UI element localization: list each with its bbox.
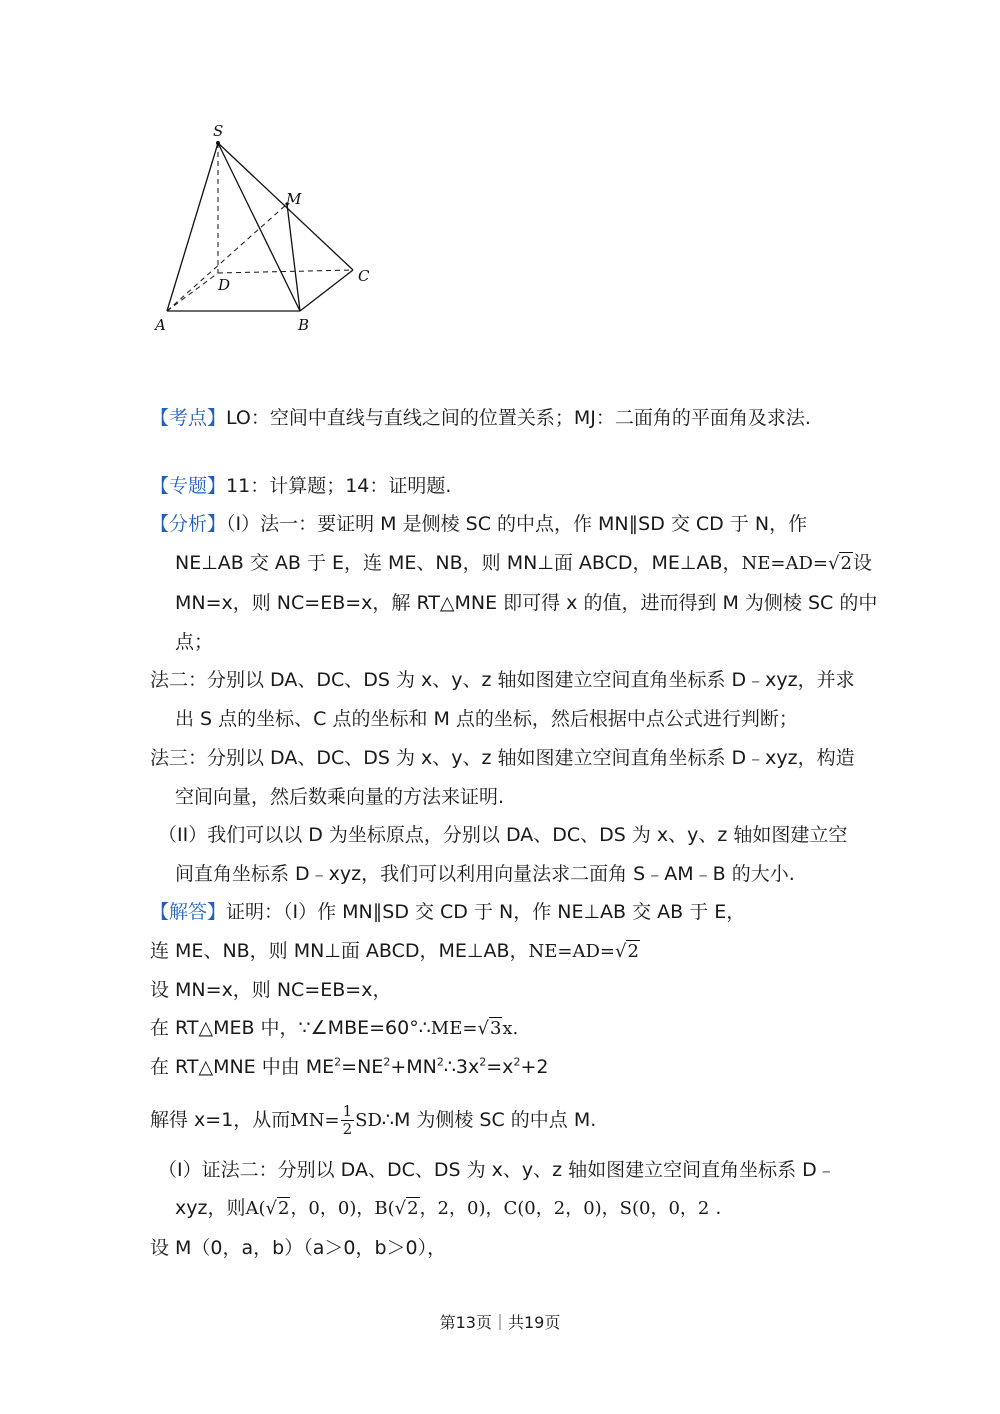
jieda-math-4: ME= xyxy=(430,1018,478,1039)
jieda-5f: +2 xyxy=(520,1056,549,1078)
fenxi-line-10: 间直角坐标系 D﹣xyz，我们可以利用向量法求二面角 S﹣AM﹣B 的大小. xyxy=(175,863,795,885)
edge-DC xyxy=(218,270,353,273)
sup-5: 2 xyxy=(513,1055,521,1069)
coord-A-rest: ，0，0)， xyxy=(290,1198,375,1219)
jieda-5b: =NE xyxy=(341,1056,384,1078)
jieda-math-sd: SD xyxy=(355,1110,382,1131)
jieda-text-4: 在 RT△MEB 中，∵∠MBE=60°∴ xyxy=(150,1017,431,1039)
kaodian-text: LO：空间中直线与直线之间的位置关系；MJ：二面角的平面角及求法. xyxy=(226,407,811,429)
jieda-text-1: 证明：（I）作 MN∥SD 交 CD 于 N，作 NE⊥AB 交 AB 于 E， xyxy=(226,901,746,923)
fenxi-line-6: 出 S 点的坐标、C 点的坐标和 M 点的坐标，然后根据中点公式进行判断； xyxy=(175,708,798,730)
fenxi-line-7: 法三：分别以 DA、DC、DS 为 x、y、z 轴如图建立空间直角坐标系 D﹣xyz，构造 xyxy=(150,747,855,769)
sup-3: 2 xyxy=(436,1055,444,1069)
zhuanti-line xyxy=(150,474,451,498)
jieda-math-4e: x. xyxy=(502,1018,519,1039)
fenxi-text-2: NE⊥AB 交 AB 于 E，连 ME、NB，则 MN⊥面 ABCD，ME⊥AB， xyxy=(175,552,742,574)
jieda-5e: =x xyxy=(486,1056,514,1078)
edge-MB xyxy=(287,204,300,311)
fenxi-line-8: 空间向量，然后数乘向量的方法来证明. xyxy=(175,786,505,808)
label-S: S xyxy=(213,122,224,140)
jieda-text-8end: . xyxy=(709,1197,722,1219)
coord-A-radicand: 2 xyxy=(277,1198,290,1219)
coord-B-rest: ，2，0)，C(0，2，0)，S(0，0，2 xyxy=(419,1198,710,1219)
jieda-line-2 xyxy=(150,939,640,964)
fenxi-line-2 xyxy=(175,551,872,576)
jieda-math-2: NE=AD= xyxy=(528,941,615,962)
sup-2: 2 xyxy=(383,1055,391,1069)
jieda-line-1 xyxy=(150,900,745,924)
label-M: M xyxy=(286,190,302,208)
jieda-text-2: 连 ME、NB，则 MN⊥面 ABCD，ME⊥AB， xyxy=(150,940,529,962)
jieda-line-3: 设 MN=x，则 NC=EB=x， xyxy=(150,979,392,1001)
jieda-line-9: 设 M（0，a，b）（a＞0，b＞0）， xyxy=(150,1237,447,1259)
fenxi-line-4: 点； xyxy=(175,631,214,653)
kaodian-tag: 【考点】 xyxy=(150,407,227,429)
jieda-math-6: MN= xyxy=(290,1110,340,1131)
edge-AM xyxy=(167,204,287,311)
fenxi-line-5: 法二：分别以 DA、DC、DS 为 x、y、z 轴如图建立空间直角坐标系 D﹣xyz，并求 xyxy=(150,669,855,691)
fenxi-math-2: NE=AD= xyxy=(741,553,828,574)
jieda-tag: 【解答】 xyxy=(150,901,227,923)
edge-AD xyxy=(167,273,218,311)
jieda-text-6a: 解得 x=1，从而 xyxy=(150,1109,291,1131)
sup-4: 2 xyxy=(479,1055,487,1069)
fenxi-text-1: （I）法一：要证明 M 是侧棱 SC 的中点，作 MN∥SD 交 CD 于 N，作 xyxy=(226,513,808,535)
jieda-line-7: （I）证法二：分别以 DA、DC、DS 为 x、y、z 轴如图建立空间直角坐标系 D﹣ xyxy=(158,1159,836,1181)
edge-BC xyxy=(300,270,353,311)
coord-B-radicand: 2 xyxy=(407,1198,419,1219)
sup-1: 2 xyxy=(334,1055,342,1069)
jieda-radicand-4: 3 xyxy=(489,1018,502,1039)
jieda-line-6 xyxy=(150,1103,596,1138)
label-A: A xyxy=(155,316,166,334)
jieda-text-6b: ∴M 为侧棱 SC 的中点 M. xyxy=(381,1109,597,1131)
kaodian-line xyxy=(150,406,811,430)
edge-SB xyxy=(218,143,300,311)
frac-den: 2 xyxy=(342,1120,353,1138)
pyramid-figure xyxy=(150,118,390,348)
fenxi-line-1 xyxy=(150,512,807,536)
jieda-text-8a: xyz，则 xyxy=(175,1197,246,1219)
fenxi-line-3: MN=x，则 NC=EB=x，解 RT△MNE 即可得 x 的值，进而得到 M 为侧棱 SC 的中 xyxy=(175,592,878,614)
page-footer: 第13页｜共19页 xyxy=(439,1313,561,1332)
jieda-sqrt-4: √3 xyxy=(477,1018,502,1039)
jieda-5c: +MN xyxy=(390,1056,437,1078)
fenxi-sqrt-2: √2 xyxy=(827,553,852,574)
jieda-line-4 xyxy=(150,1016,518,1041)
pyramid-diagram xyxy=(150,118,390,348)
edge-SA xyxy=(167,143,218,311)
zhuanti-tag: 【专题】 xyxy=(150,475,227,497)
jieda-5d: ∴3x xyxy=(443,1056,480,1078)
fenxi-radicand-2: 2 xyxy=(840,553,852,574)
fenxi-text-2b: 设 xyxy=(852,552,872,574)
frac-num: 1 xyxy=(342,1102,353,1120)
coord-A-sqrt: √2 xyxy=(265,1198,290,1219)
coord-A-open: A( xyxy=(245,1198,266,1219)
jieda-line-8 xyxy=(175,1196,721,1221)
jieda-radicand-2: 2 xyxy=(627,941,639,962)
jieda-line-5 xyxy=(150,1055,548,1079)
coord-B-open: B( xyxy=(374,1198,395,1219)
coord-B-sqrt: √2 xyxy=(394,1198,419,1219)
label-C: C xyxy=(358,267,370,285)
fraction-one-half xyxy=(341,1103,355,1138)
fenxi-tag: 【分析】 xyxy=(150,513,227,535)
zhuanti-text: 11：计算题；14：证明题. xyxy=(226,475,452,497)
fenxi-line-9: （II）我们可以以 D 为坐标原点，分别以 DA、DC、DS 为 x、y、z 轴如图建立空 xyxy=(158,824,848,846)
jieda-sqrt-2: √2 xyxy=(614,941,639,962)
label-B: B xyxy=(298,316,310,334)
jieda-5a: 在 RT△MNE 中由 ME xyxy=(150,1056,335,1078)
label-D: D xyxy=(218,276,231,294)
